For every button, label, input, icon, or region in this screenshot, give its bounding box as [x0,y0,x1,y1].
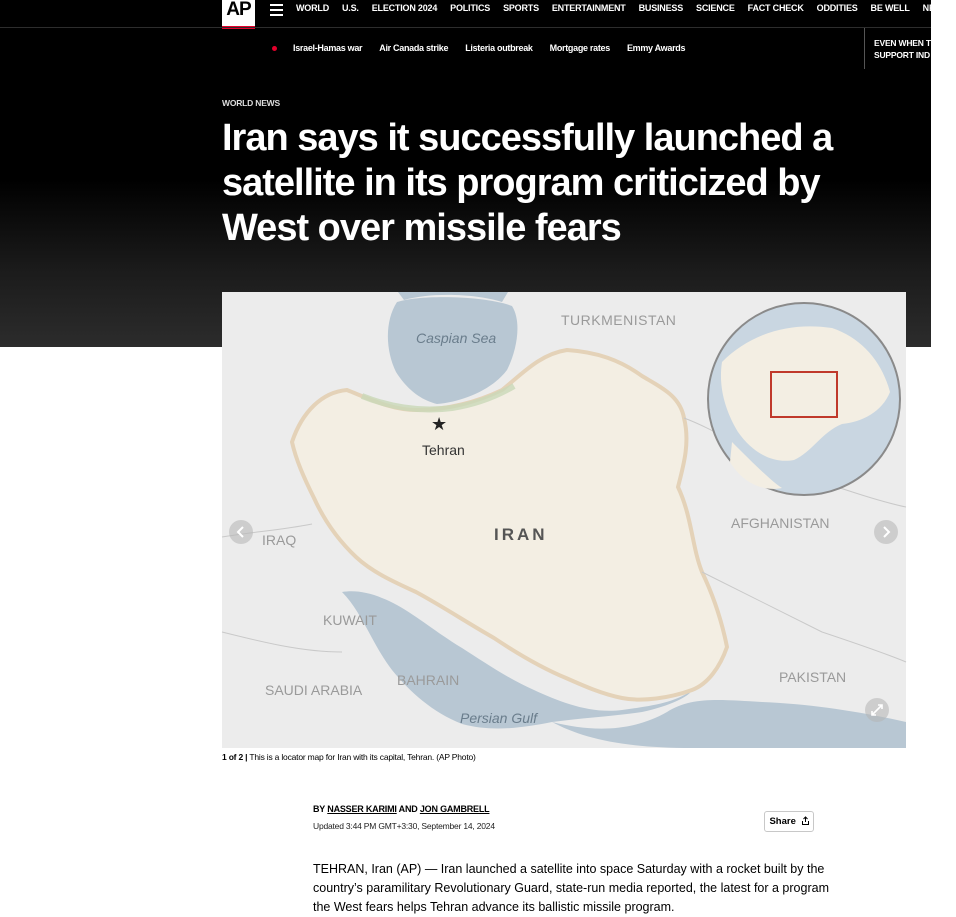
hamburger-menu-icon[interactable] [270,4,283,16]
nav-divider [0,27,931,28]
map-label-iraq: IRAQ [262,532,297,548]
article-headline: Iran says it successfully launched a satellite in its program criticized by West over missile fears [222,117,833,249]
slide-counter: 1 of 2 | [222,752,248,762]
nav-item-fact-check[interactable]: FACT CHECK [747,3,804,13]
author-link[interactable]: JON GAMBRELL [419,804,490,814]
map-label-tehran: Tehran [422,442,465,458]
map-label-caspian: Caspian Sea [416,330,497,346]
trending-bar [293,43,702,53]
trending-link[interactable]: Mortgage rates [549,43,610,53]
map-label-iran: IRAN [494,525,548,544]
image-caption [222,752,476,762]
map-label-saudi-arabia: SAUDI ARABIA [265,682,363,698]
article-body-paragraph: TEHRAN, Iran (AP) — Iran launched a satellite into space Saturday with a rocket built by the country’s paramilitary Revolutionary Guard, state-run media reported, the latest for a program the West fears helps Tehran advance its ballistic missile program. [313,862,829,914]
tehran-star-icon: ★ [431,414,448,434]
locator-map[interactable] [222,292,906,748]
nav-item-politics[interactable]: POLITICS [450,3,491,13]
map-label-afghanistan: AFGHANISTAN [731,515,830,531]
trending-link[interactable]: Emmy Awards [626,43,686,53]
nav-item-entertainment[interactable]: ENTERTAINMENT [551,3,626,13]
map-label-turkmenistan: TURKMENISTAN [561,312,677,328]
share-button[interactable] [764,811,814,832]
expand-button[interactable] [865,698,889,722]
promo-line: SUPPORT IND [874,50,930,60]
nav-item-us[interactable]: U.S. [342,3,359,13]
promo-line: EVEN WHEN T [874,38,931,48]
map-label-kuwait: KUWAIT [323,612,377,628]
map-label-bahrain: BAHRAIN [397,672,460,688]
trending-link[interactable]: Listeria outbreak [465,43,533,53]
author-link[interactable]: NASSER KARIMI [327,804,397,814]
byline [313,804,489,814]
top-navigation [0,0,944,28]
nav-item-be-well[interactable]: BE WELL [870,3,910,13]
nav-item-science[interactable]: SCIENCE [696,3,735,13]
nav-item-election-2024[interactable]: ELECTION 2024 [371,3,438,13]
trending-link[interactable]: Israel-Hamas war [293,43,363,53]
support-promo[interactable] [864,28,931,69]
nav-item-business[interactable]: BUSINESS [638,3,684,13]
expand-icon [865,698,889,722]
map-label-persian-gulf: Persian Gulf [460,710,538,726]
chevron-right-icon [874,520,898,544]
share-icon [802,817,809,825]
byline-and: AND [398,804,418,814]
share-label: Share [769,816,796,827]
byline-prefix: BY [313,804,325,814]
trending-dot-icon [272,46,277,51]
nav-item-world[interactable]: WORLD [296,3,329,13]
main-nav [296,0,956,20]
caption-text: This is a locator map for Iran with its capital, Tehran. (AP Photo) [249,752,476,762]
nav-item-news[interactable]: NEW [922,3,944,13]
next-slide-button[interactable] [874,520,898,544]
nav-item-sports[interactable]: SPORTS [503,3,539,13]
map-label-pakistan: PAKISTAN [779,669,847,685]
updated-timestamp: Updated 3:44 PM GMT+3:30, September 14, 2024 [313,821,495,831]
section-kicker[interactable]: WORLD NEWS [222,98,280,108]
ap-logo[interactable]: AP [222,0,255,29]
prev-slide-button[interactable] [229,520,253,544]
nav-item-oddities[interactable]: ODDITIES [816,3,858,13]
trending-link[interactable]: Air Canada strike [379,43,449,53]
chevron-left-icon [229,520,253,544]
